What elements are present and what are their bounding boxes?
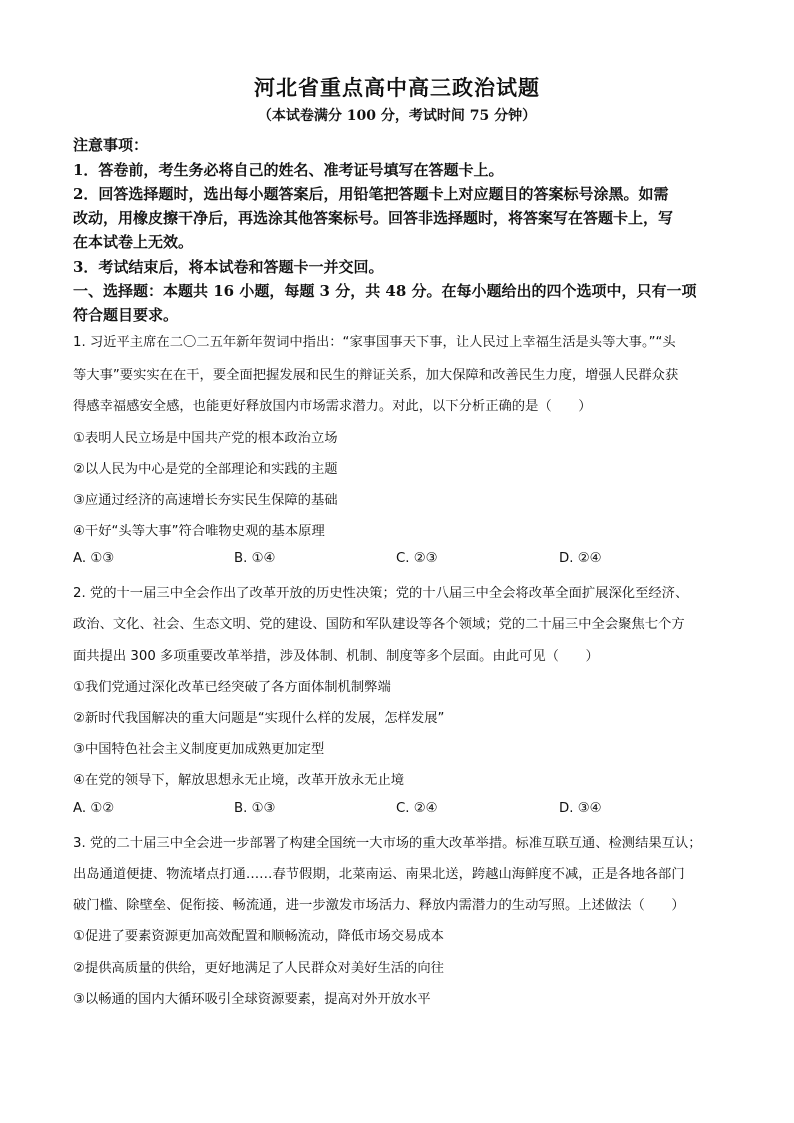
- notes-line: 3．考试结束后，将本试卷和答题卡一并交回。: [73, 258, 384, 276]
- question-1-item: ③应通过经济的高速增长夯实民生保障的基础: [73, 493, 338, 508]
- notes-line: 2．回答选择题时，选出每小题答案后，用铅笔把答题卡上对应题目的答案标号涂黑。如需: [73, 185, 669, 203]
- question-3-stem: 出岛通道便捷、物流堵点打通……春节假期，北菜南运、南果北送，跨越山海鲜度不减，正是各地各部门: [73, 867, 685, 882]
- notes-line: 1．答卷前，考生务必将自己的姓名、准考证号填写在答题卡上。: [73, 161, 504, 179]
- question-1-choice-c: C. ②③: [396, 551, 438, 566]
- question-3-item: ③以畅通的国内大循环吸引全球资源要素，提高对外开放水平: [73, 992, 431, 1007]
- question-2-stem: 2. 党的十一届三中全会作出了改革开放的历史性决策；党的十八届三中全会将改革全面扩展深化至经济、: [73, 586, 689, 601]
- question-1-item: ②以人民为中心是党的全部理论和实践的主题: [73, 462, 338, 477]
- question-2-choice-b: B. ①③: [234, 801, 276, 816]
- notes-line: 在本试卷上无效。: [73, 233, 194, 251]
- section-heading: 一、选择题：本题共 16 小题，每题 3 分，共 48 分。在每小题给出的四个选项中，只有一项: [73, 282, 697, 300]
- notes-heading: 注意事项：: [73, 136, 149, 154]
- question-2-item: ④在党的领导下，解放思想永无止境，改革开放永无止境: [73, 773, 405, 788]
- question-3-stem: 破门槛、除壁垒、促衔接、畅流通，进一步激发市场活力、释放内需潜力的生动写照。上述做法（ ）: [73, 898, 685, 913]
- question-3-item: ②提供高质量的供给，更好地满足了人民群众对美好生活的向往: [73, 961, 444, 976]
- question-2-choice-a: A. ①②: [73, 801, 115, 816]
- question-2-item: ③中国特色社会主义制度更加成熟更加定型: [73, 742, 325, 757]
- question-2-stem: 政治、文化、社会、生态文明、党的建设、国防和军队建设等各个领域；党的二十届三中全会聚焦七个方: [73, 617, 685, 632]
- question-1-stem: 等大事”要实实在在干，要全面把握发展和民生的辩证关系，加大保障和改善民生力度，增强人民群众获: [73, 368, 679, 383]
- question-1-item: ④干好“头等大事”符合唯物史观的基本原理: [73, 524, 325, 539]
- question-1-choice-d: D. ②④: [559, 551, 602, 566]
- question-3-item: ①促进了要素资源更加高效配置和顺畅流动，降低市场交易成本: [73, 929, 444, 944]
- question-2-choice-d: D. ③④: [559, 801, 602, 816]
- question-1-stem: 1. 习近平主席在二〇二五年新年贺词中指出：“家事国事天下事，让人民过上幸福生活是头等大事。”“头: [73, 335, 676, 350]
- page-title: 河北省重点高中高三政治试题: [254, 75, 540, 100]
- question-2-item: ②新时代我国解决的重大问题是“实现什么样的发展，怎样发展”: [73, 711, 445, 726]
- section-heading: 符合题目要求。: [73, 306, 179, 324]
- question-1-stem: 得感幸福感安全感，也能更好释放国内市场需求潜力。对此，以下分析正确的是（ ）: [73, 399, 592, 414]
- notes-line: 改动，用橡皮擦干净后，再选涂其他答案标号。回答非选择题时，将答案写在答题卡上，写: [73, 209, 674, 227]
- question-2-choice-c: C. ②④: [396, 801, 438, 816]
- question-1-choice-b: B. ①④: [234, 551, 276, 566]
- question-1-item: ①表明人民立场是中国共产党的根本政治立场: [73, 431, 338, 446]
- question-1-choice-a: A. ①③: [73, 551, 115, 566]
- question-3-stem: 3. 党的二十届三中全会进一步部署了构建全国统一大市场的重大改革举措。标准互联互通、检测结果互认；: [73, 836, 702, 851]
- page-subtitle: （本试卷满分 100 分，考试时间 75 分钟）: [257, 108, 537, 124]
- question-2-item: ①我们党通过深化改革已经突破了各方面体制机制弊端: [73, 680, 391, 695]
- question-2-stem: 面共提出 300 多项重要改革举措，涉及体制、机制、制度等多个层面。由此可见（ ）: [73, 649, 599, 664]
